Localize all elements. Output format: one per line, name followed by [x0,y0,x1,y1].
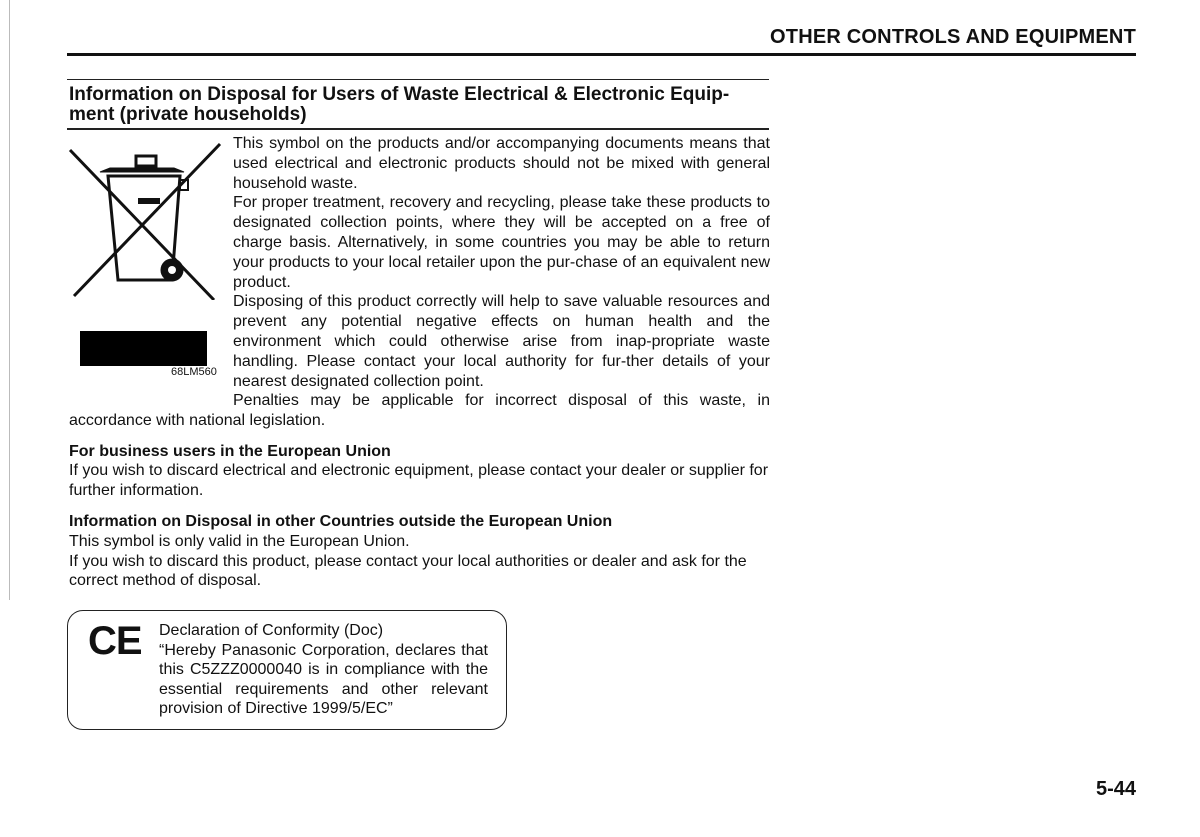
penalties-line-2: accordance with national legislation. [69,411,326,429]
intro-paragraph-1: This symbol on the products and/or accompanying documents means that used electrical and electronic products should not be mixed with general household waste. [233,135,770,192]
section-top-rule [67,79,769,80]
section-title: Information on Disposal for Users of Waste Electrical & Electronic Equip-ment (private households) [69,84,730,125]
outside-eu-text-1: This symbol is only valid in the European Union. [69,532,410,550]
business-heading: For business users in the European Union [69,442,391,460]
crossed-out-bin-icon [64,140,224,300]
business-text: If you wish to discard electrical and electronic equipment, please contact your dealer or supplier for further information. [69,462,769,500]
body-continued [69,391,770,591]
outside-eu-text-2: If you wish to discard this product, please contact your local authorities or dealer and ask for the correct method of disposal. [69,552,747,590]
header-rule [67,53,1136,56]
conformity-statement: “Hereby Panasonic Corporation, declares that this C5ZZZ0000040 is in compliance with the essential requirements and other relevant provision of Directive 1999/5/EC” [159,641,488,717]
intro-paragraph-2: For proper treatment, recovery and recycling, please take these products to designated collection points, where they will be accepted on a free of charge basis. Alternatively, in some countries you may be able to return your products to your local retailer upon the pur-chase of an equivalent new product. [233,194,770,291]
conformity-text [159,621,488,719]
conformity-box [67,610,507,730]
black-bar [80,331,207,366]
page-edge-rule [9,0,10,600]
intro-paragraph-3: Disposing of this product correctly will help to save valuable resources and prevent any potential negative effects on human health and the environment which could otherwise arise from inap-propriate waste handling. Please contact your local authority for fur-ther details of your nearest designated collection point. [233,293,770,390]
intro-text [233,134,770,391]
running-header: OTHER CONTROLS AND EQUIPMENT [770,26,1136,48]
ce-mark-icon: CE [88,619,142,663]
penalties-line-1: Penalties may be applicable for incorrect disposal of this waste, in [233,392,770,409]
conformity-title: Declaration of Conformity (Doc) [159,622,384,639]
outside-eu-heading: Information on Disposal in other Countries outside the European Union [69,512,613,530]
section-bottom-rule [67,128,769,130]
page-number: 5-44 [1095,778,1136,800]
figure-code: 68LM560 [171,366,217,378]
